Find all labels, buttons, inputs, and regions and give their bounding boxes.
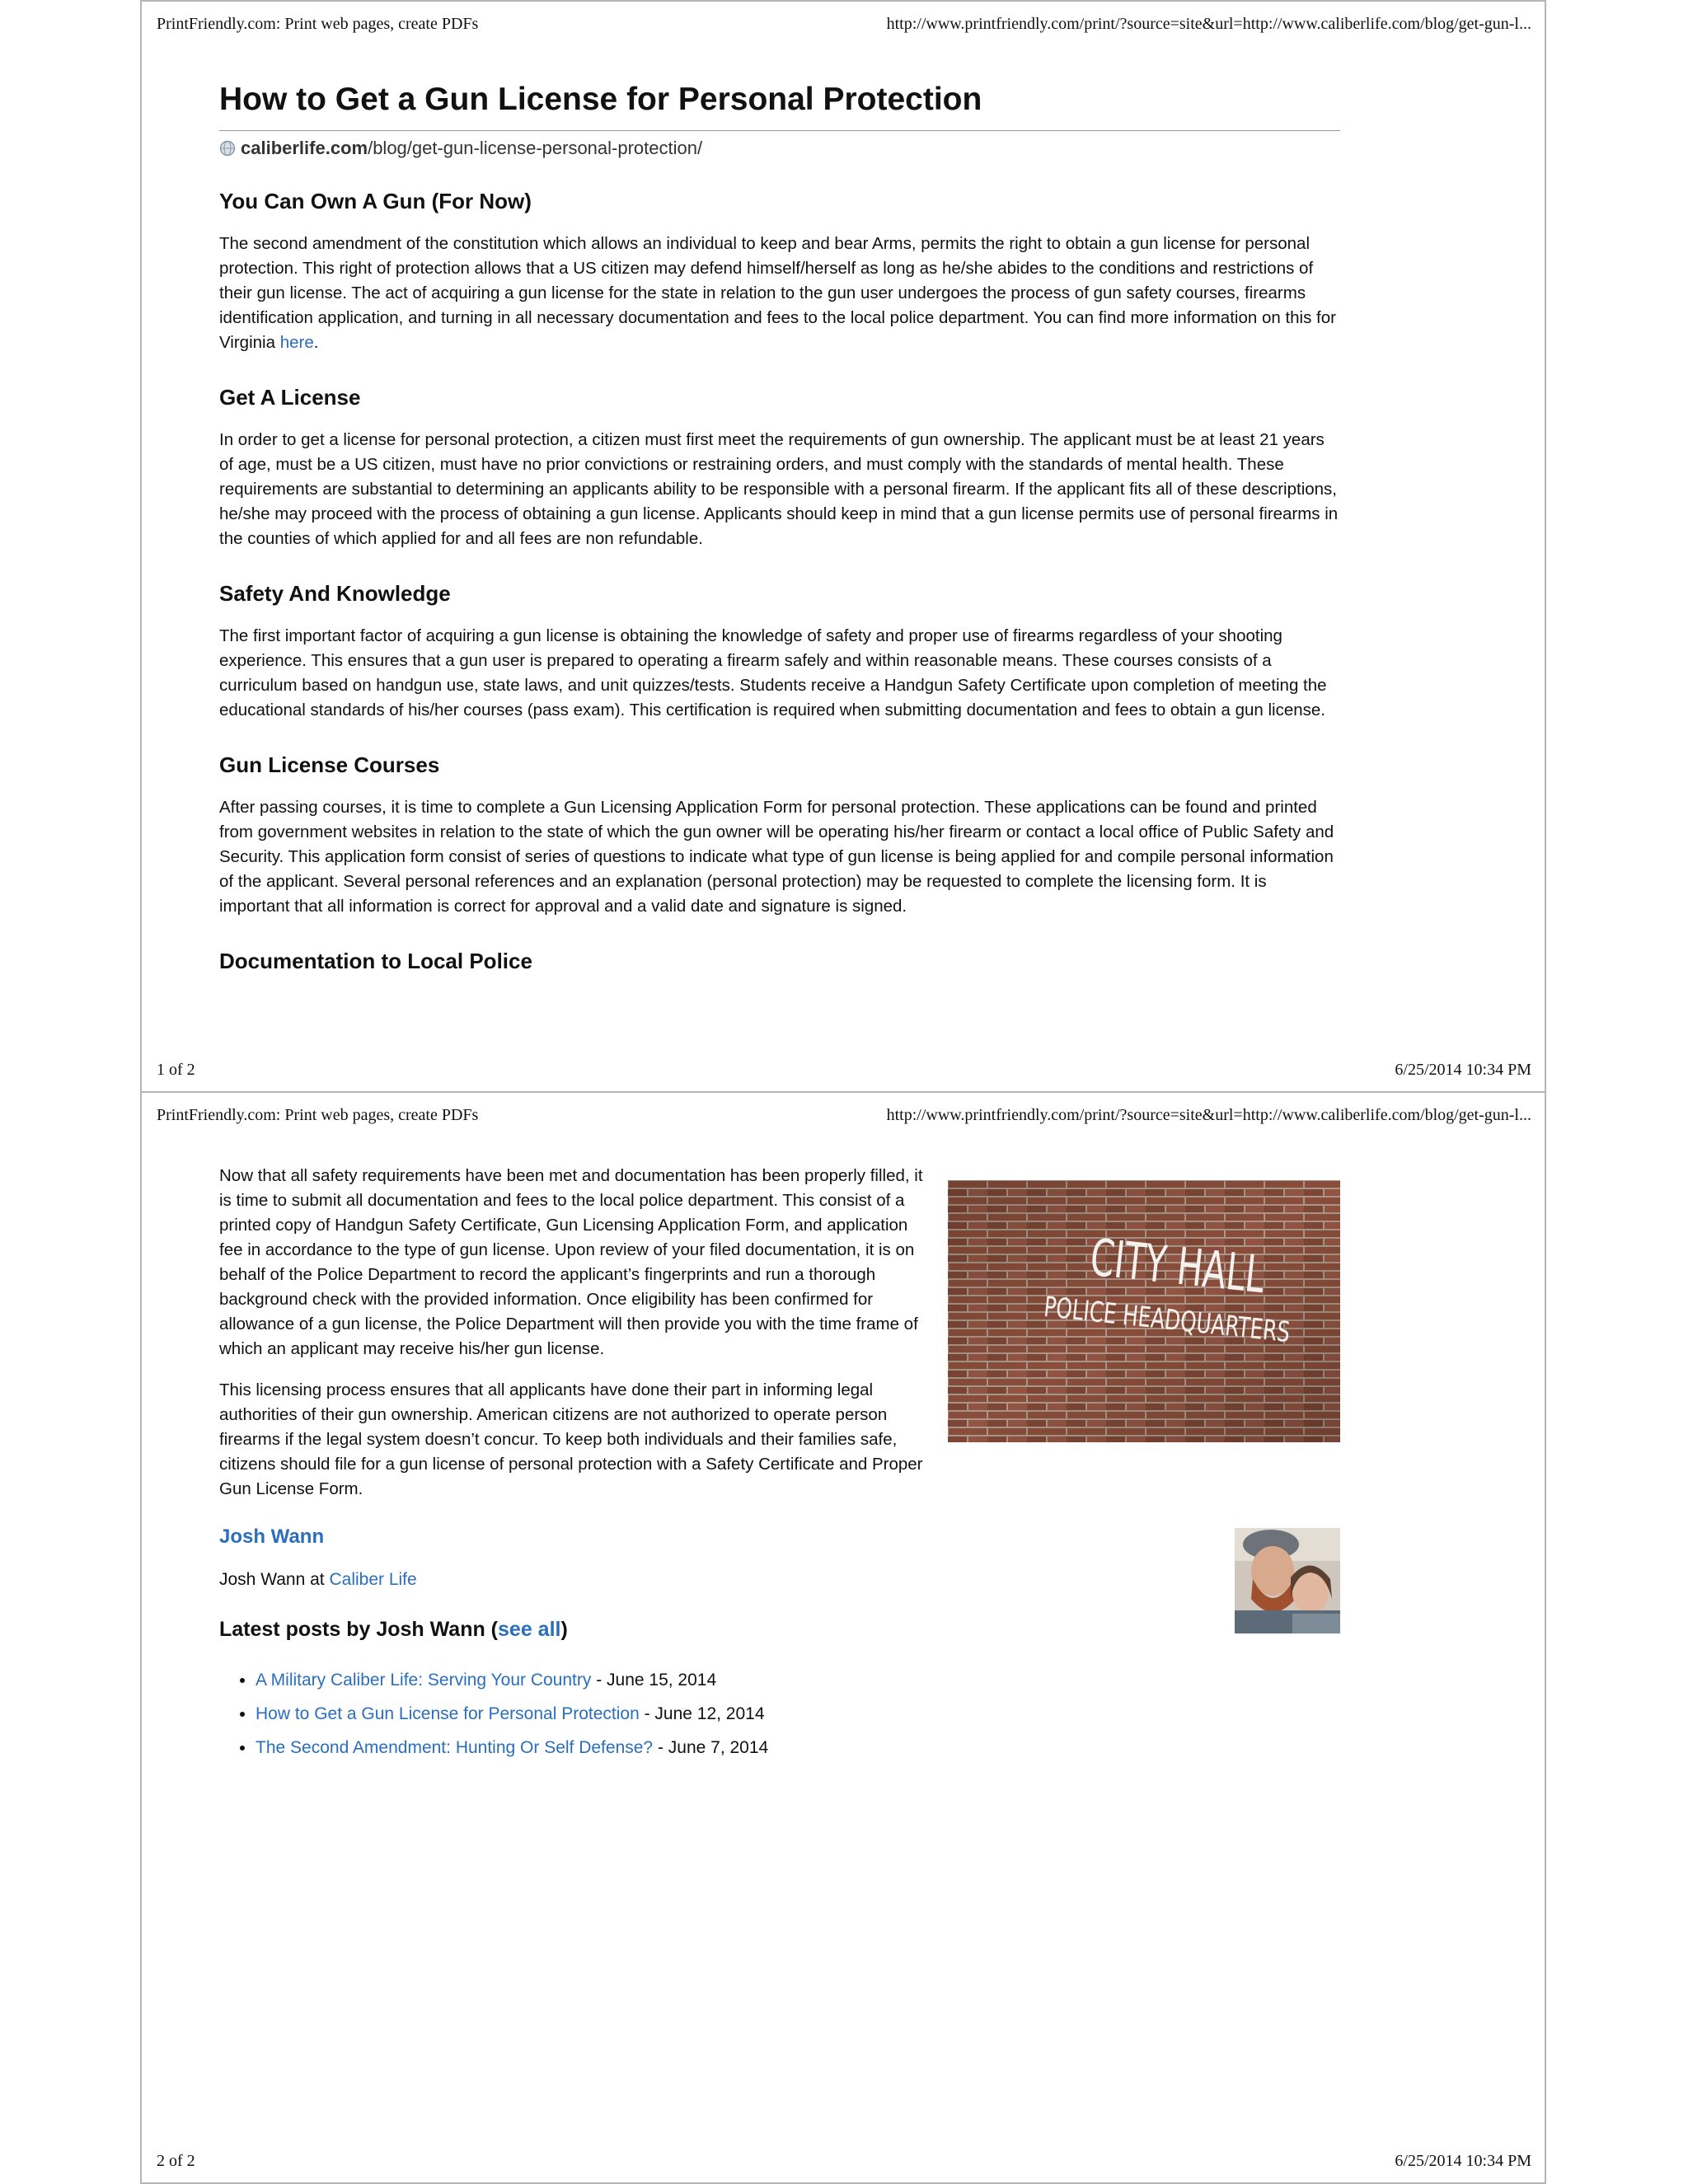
section-paragraph: Now that all safety requirements have been met and documentation has been properly filled, it is time to submit all documentation and fees to the local police department. This consist of a printed copy of Handgun Safety Certificate, Gun Licensing Application Form, and application fee in accordance to the type of gun license. Upon review of your filed documentation, it is on behalf of the Police Department to record the applicant’s fingerprints and run a thorough background check with the provided information. Once eligibility has been confirmed for allowance of a gun license, the Police Department will then provide you with the time frame of which an applicant may receive his/her gun license. xyxy=(219,1166,923,1358)
post-link[interactable]: How to Get a Gun License for Personal Protection xyxy=(256,1704,640,1723)
post-link[interactable]: A Military Caliber Life: Serving Your Country xyxy=(256,1671,592,1690)
latest-posts-list xyxy=(219,1663,1340,1765)
print-page-1 xyxy=(140,0,1546,1093)
page-number: 1 of 2 xyxy=(157,1061,195,1079)
source-domain: caliberlife.com xyxy=(241,138,368,158)
latest-posts-heading xyxy=(219,1615,1340,1643)
section-heading: Get A License xyxy=(219,385,361,410)
author-affiliation-text: Josh Wann at xyxy=(219,1570,330,1589)
sign-line-1: CITY HALL xyxy=(1087,1226,1353,1315)
print-timestamp: 6/25/2014 10:34 PM xyxy=(1395,2152,1531,2170)
section-paragraph xyxy=(219,232,1340,355)
list-item xyxy=(256,1697,1340,1731)
print-header-title: PrintFriendly.com: Print web pages, create PDFs xyxy=(157,1106,479,1124)
list-item xyxy=(256,1663,1340,1697)
section-heading: Documentation to Local Police xyxy=(219,949,532,973)
print-page-2 xyxy=(140,1091,1546,2184)
latest-posts-suffix: ) xyxy=(560,1618,568,1641)
section-paragraph: In order to get a license for personal protection, a citizen must first meet the requirements of gun ownership. The applicant must be at least 21 years of age, must be a US citizen, must have no prior convictions or restraining orders, and must comply with the standards of mental health. These requirements are substantial to determining an applicants ability to be responsible with a personal firearm. If the applicant fits all of these descriptions, he/she may proceed with the process of obtaining a gun license. Applicants should keep in mind that a gun license permits use of personal firearms in the counties of which applied for and all fees are non refundable. xyxy=(219,430,1339,548)
print-header-title: PrintFriendly.com: Print web pages, create PDFs xyxy=(157,15,479,33)
sign-line-2: POLICE HEADQUARTERS xyxy=(1042,1290,1384,1359)
print-header-url: http://www.printfriendly.com/print/?source=site&url=http://www.caliberlife.com/blog/get-gun-l... xyxy=(886,1106,1531,1124)
article-content xyxy=(219,77,1340,975)
author-affiliation xyxy=(219,1568,1340,1592)
section-paragraph: The first important factor of acquiring a gun license is obtaining the knowledge of safety and proper use of firearms regardless of your shooting experience. This ensures that a gun user is prepared to operating a firearm safely and within reasonable means. These courses consists of a curriculum based on handgun use, state laws, and unit quizzes/tests. Students receive a Handgun Safety Certificate upon completion of meeting the educational standards of his/her courses (pass exam). This certification is required when submitting documentation and fees to obtain a gun license. xyxy=(219,626,1327,719)
post-date: - June 12, 2014 xyxy=(639,1704,765,1723)
latest-posts-prefix: Latest posts by Josh Wann ( xyxy=(219,1618,499,1641)
section-paragraph: This licensing process ensures that all applicants have done their part in informing legal authorities of their gun ownership. American citizens are not authorized to operate person firearms if the legal system doesn’t concur. To keep both individuals and their families safe, citizens should file for a gun license of personal protection with a Safety Certificate and Proper Gun License Form. xyxy=(219,1380,923,1498)
section-paragraph: After passing courses, it is time to complete a Gun Licensing Application Form for personal protection. These applications can be found and printed from government websites in relation to the state of which the gun owner will be operating his/her firearm or contact a local office of Public Safety and Security. This application form consist of series of questions to indicate what type of gun license is being applied for and compile personal information of the applicant. Several personal references and an explanation (personal protection) may be requested to complete the licensing form. It is important that all information is correct for approval and a valid date and signature is signed. xyxy=(219,798,1334,916)
post-date: - June 15, 2014 xyxy=(591,1671,717,1690)
paragraph-text: The second amendment of the constitution which allows an individual to keep and bear Arms, permits the right to obtain a gun license for personal protection. This right of protection allows that a US citizen may defend himself/herself as long as he/she abides to the conditions and restrictions of their gun license. The act of acquiring a gun license for the state in relation to the gun user undergoes the process of gun safety courses, firearms identification application, and turning in all necessary documentation and fees to the local police department. You can find more information on this for Virginia xyxy=(219,234,1336,352)
post-date: - June 7, 2014 xyxy=(653,1738,769,1757)
print-header xyxy=(157,15,1531,34)
print-header-url: http://www.printfriendly.com/print/?source=site&url=http://www.caliberlife.com/blog/get-gun-l... xyxy=(886,15,1531,33)
avatar xyxy=(1235,1528,1340,1633)
list-item xyxy=(256,1731,1340,1765)
page-number: 2 of 2 xyxy=(157,2152,195,2170)
source-url[interactable] xyxy=(219,138,1340,159)
print-footer xyxy=(157,1061,1531,1080)
source-path: /blog/get-gun-license-personal-protection/ xyxy=(368,138,703,158)
section-heading: Gun License Courses xyxy=(219,752,440,777)
print-header xyxy=(157,1106,1531,1125)
company-link[interactable]: Caliber Life xyxy=(329,1570,417,1589)
paragraph-tail: . xyxy=(313,333,319,352)
author-box xyxy=(219,1525,1340,1765)
virginia-info-link[interactable]: here xyxy=(279,333,314,352)
article-content-continued xyxy=(219,1164,1384,1765)
see-all-link[interactable]: see all xyxy=(498,1618,561,1641)
article-title: How to Get a Gun License for Personal Protection xyxy=(219,77,1340,131)
section-heading: Safety And Knowledge xyxy=(219,581,451,606)
print-timestamp: 6/25/2014 10:34 PM xyxy=(1395,1061,1531,1079)
post-link[interactable]: The Second Amendment: Hunting Or Self Defense? xyxy=(256,1738,654,1757)
author-name-link[interactable]: Josh Wann xyxy=(219,1526,325,1548)
globe-icon xyxy=(219,140,236,157)
section-heading: You Can Own A Gun (For Now) xyxy=(219,189,532,213)
print-footer xyxy=(157,2152,1531,2171)
city-hall-image xyxy=(948,1180,1384,1442)
